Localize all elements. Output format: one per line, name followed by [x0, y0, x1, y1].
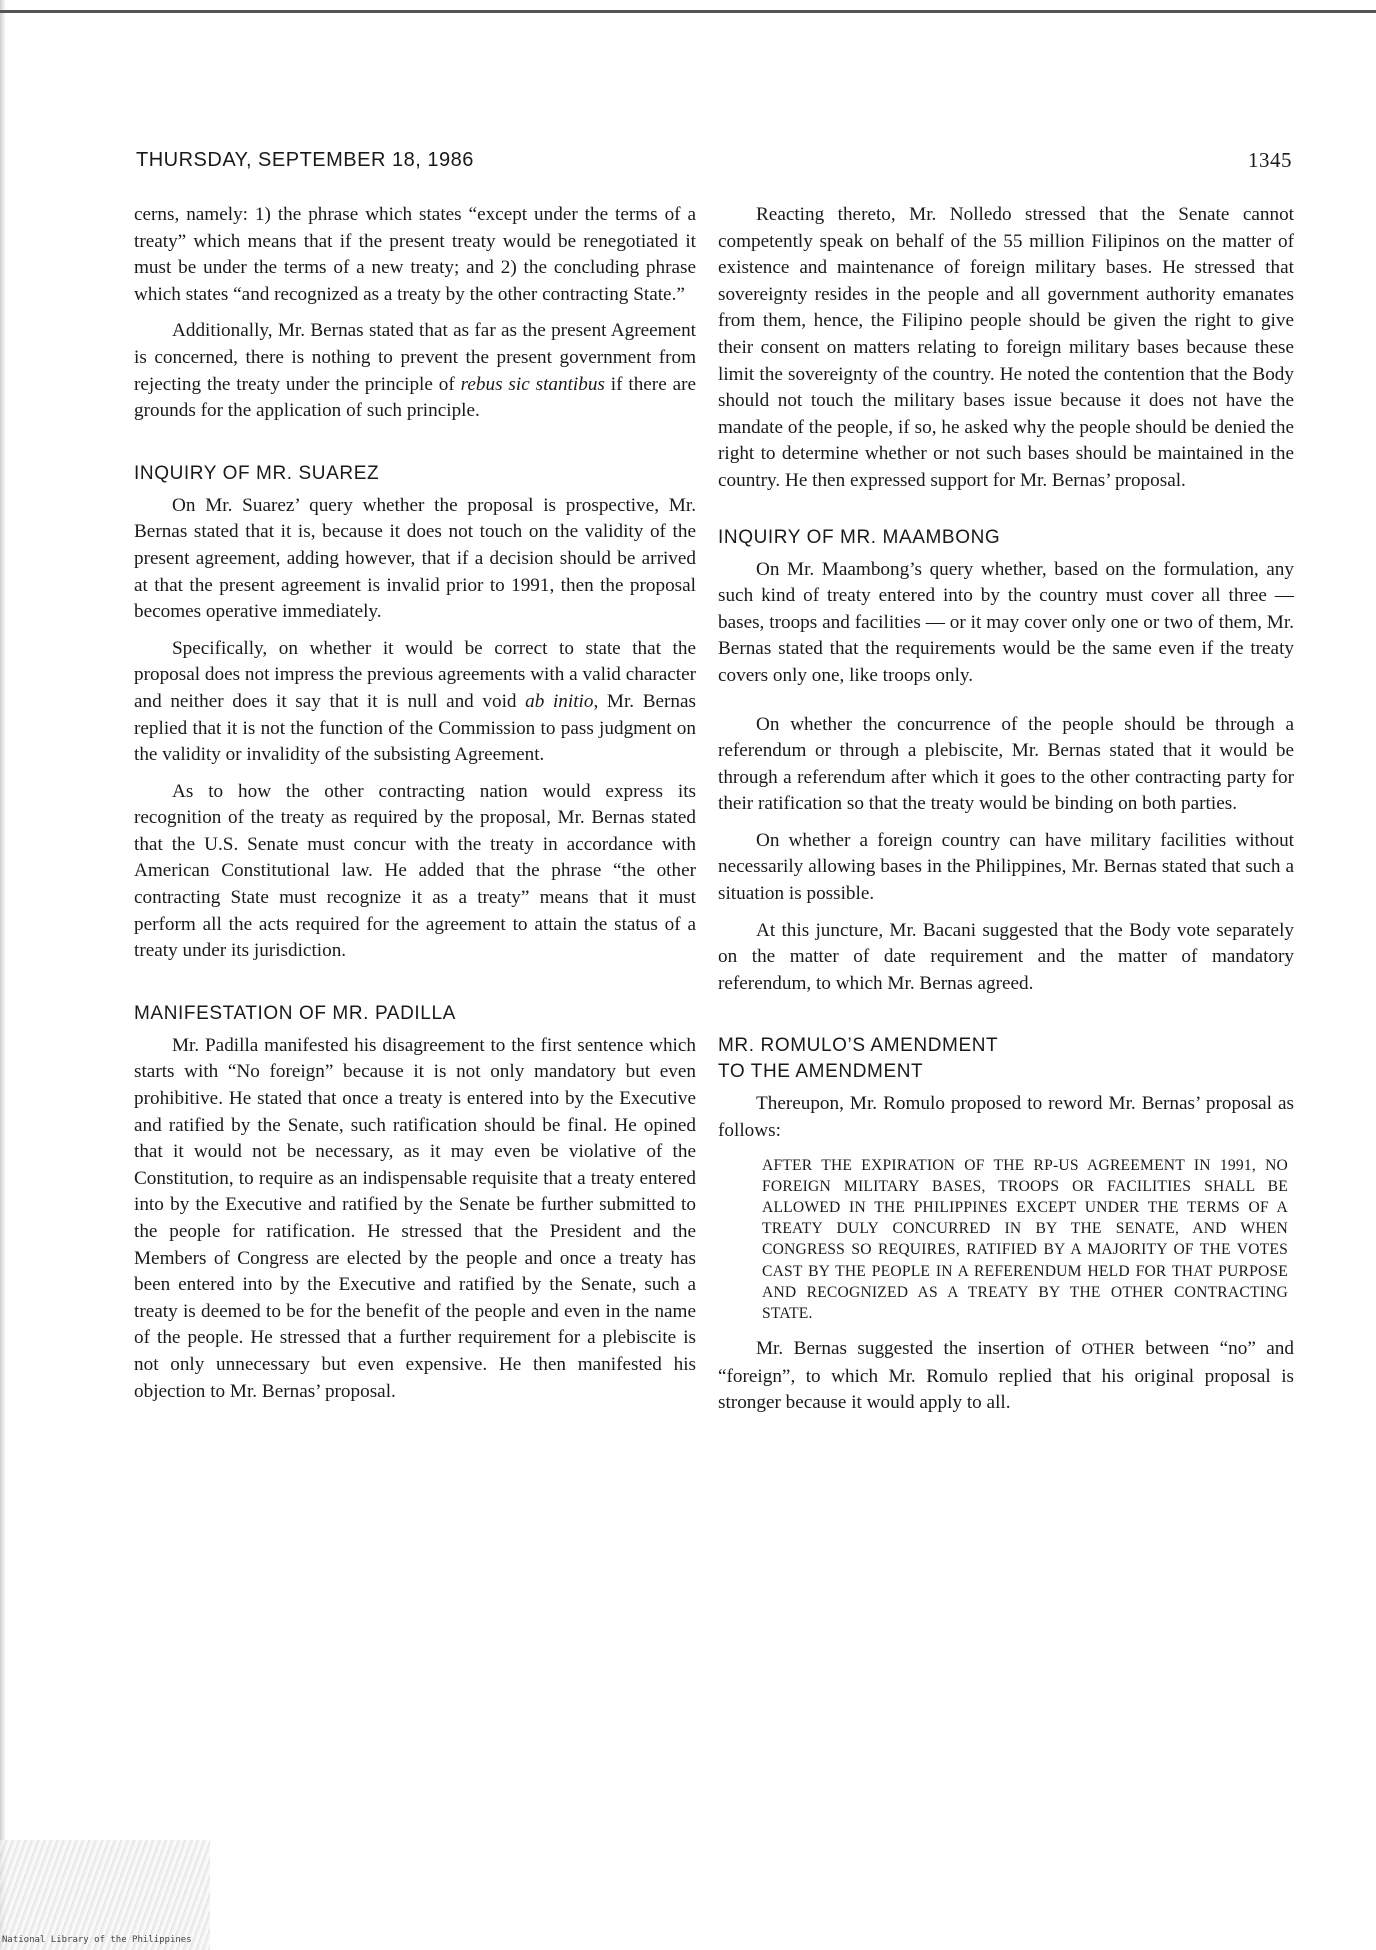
right-column: [718, 202, 1294, 1427]
paragraph: cerns, namely: 1) the phrase which states “except under the terms of a treaty” which means that if the present treaty would be renegotiated it must be under the terms of a new treaty; and 2) the concluding phrase which states “and recognized as a treaty by the other contracting State.”: [134, 204, 696, 305]
paragraph: On Mr. Suarez’ query whether the proposal is prospective, Mr. Bernas stated that it is, because it does not touch on the validity of the present agreement, adding however, that if a decision should be arrived at that the present agreement is invalid prior to 1991, then the proposal becomes operative immediately.: [134, 494, 696, 623]
section-heading-suarez: INQUIRY OF MR. SUAREZ: [134, 462, 380, 484]
left-column: [134, 202, 696, 1415]
library-footer-note: National Library of the Philippines: [2, 1935, 192, 1945]
scan-artifact: [0, 1840, 210, 1950]
section-heading-padilla: MANIFESTATION OF MR. PADILLA: [134, 1002, 456, 1024]
page-number: 1345: [1248, 147, 1292, 172]
paragraph: Additionally, Mr. Bernas stated that as far as the present Agreement is concerned, there is nothing to prevent the present government from rejecting the treaty under the principle of rebus sic stantibus if there are grounds for the application of such principle.: [134, 320, 696, 422]
running-header: [136, 140, 1292, 180]
proposed-amendment-text: AFTER THE EXPIRATION OF THE RP-US AGREEMENT IN 1991, NO FOREIGN MILITARY BASES, TROOPS OR FACILITIES SHALL BE ALLOWED IN THE PHILIPPINES EXCEPT UNDER THE TERMS OF A TREATY DULY CONCURRED IN BY THE SENATE, AND WHEN CONGRESS SO REQUIRES, RATIFIED BY A MAJORITY OF THE VOTES CAST BY THE PEOPLE IN A REFERENDUM HELD FOR THAT PURPOSE AND RECOGNIZED AS A TREATY BY THE OTHER CONTRACTING STATE.: [762, 1156, 1288, 1323]
header-date: THURSDAY, SEPTEMBER 18, 1986: [136, 148, 474, 171]
paragraph: Specifically, on whether it would be correct to state that the proposal does not impress the previous agreements with a valid character and neither does it say that it is null and void ab initio, Mr. Bernas replied that it is not the function of the Commission to pass judgment on the validity or invalidity of the subsisting Agreement.: [134, 637, 696, 766]
paragraph: On whether the concurrence of the people should be through a referendum or through a plebiscite, Mr. Bernas stated that it would be through a referendum after which it goes to the other contracting party for their ratification so that the treaty would be binding on both parties.: [718, 713, 1294, 815]
inserted-word: OTHER: [1081, 1341, 1135, 1359]
latin-term: rebus sic stantibus: [460, 373, 605, 395]
paragraph: On Mr. Maambong’s query whether, based on the formulation, any such kind of treaty entered into by the country must cover all three — bases, troops and facilities — or it may cover only one or two of them, Mr. Bernas stated that the requirements would be the same even if the treaty covers only one, like troops only.: [718, 558, 1294, 686]
paragraph: Mr. Padilla manifested his disagreement to the first sentence which starts with “No foreign” because it is not only mandatory but even prohibitive. He stated that once a treaty is entered into by the Executive and ratified by the Senate, such ratification should be final. He opined that it would not be necessary, as it may even be violative of the Constitution, to require as an indispensable requisite that a treaty entered into by the Executive and ratified by the Senate be further submitted to the people for ratification. He stressed that the President and the Members of Congress are elected by the people and once a treaty has been entered into by the Executive and ratified by the Senate, such a treaty is deemed to be for the benefit of the people and even in the name of the people. He stressed that a further requirement for a plebiscite is not only unnecessary but even expensive. He then manifested his objection to Mr. Bernas’ proposal.: [134, 1034, 696, 1402]
paragraph: Mr. Bernas suggested the insertion of OTHER between “no” and “foreign”, to which Mr. Romulo replied that his original proposal is stronger because it would apply to all.: [718, 1338, 1294, 1414]
paragraph: On whether a foreign country can have military facilities without necessarily allowing bases in the Philippines, Mr. Bernas stated that such a situation is possible.: [718, 829, 1294, 905]
paragraph: Reacting thereto, Mr. Nolledo stressed that the Senate cannot competently speak on behalf of the 55 million Filipinos on the matter of existence and maintenance of foreign military bases. He stressed that sovereignty resides in the people and all government authority emanates from them, hence, the Filipino people should be given the right to give their consent on matters relating to foreign military bases because these limit the sovereignty of the country. He noted the contention that the Body should not touch the military bases issue because it does not have the mandate of the people, if so, he asked why the people should be denied the right to determine whether or not such bases should be maintained in the country. He then expressed support for Mr. Bernas’ proposal.: [718, 204, 1294, 491]
paragraph: Thereupon, Mr. Romulo proposed to reword Mr. Bernas’ proposal as follows:: [718, 1093, 1294, 1142]
top-rule: [0, 10, 1376, 13]
latin-term: ab initio: [525, 690, 594, 712]
section-heading-romulo: MR. ROMULO’S AMENDMENT TO THE AMENDMENT: [718, 1035, 999, 1083]
section-heading-maambong: INQUIRY OF MR. MAAMBONG: [718, 526, 1001, 548]
paragraph: At this juncture, Mr. Bacani suggested that the Body vote separately on the matter of date requirement and the matter of mandatory referendum, to which Mr. Bernas agreed.: [718, 919, 1294, 994]
scan-edge: [0, 0, 6, 1950]
paragraph: As to how the other contracting nation would express its recognition of the treaty as required by the proposal, Mr. Bernas stated that the U.S. Senate must concur with the treaty in accordance with American Constitutional law. He added that the phrase “the other contracting State must recognize it as a treaty” means that it must perform all the acts required for the agreement to attain the status of a treaty under its jurisdiction.: [134, 780, 696, 962]
